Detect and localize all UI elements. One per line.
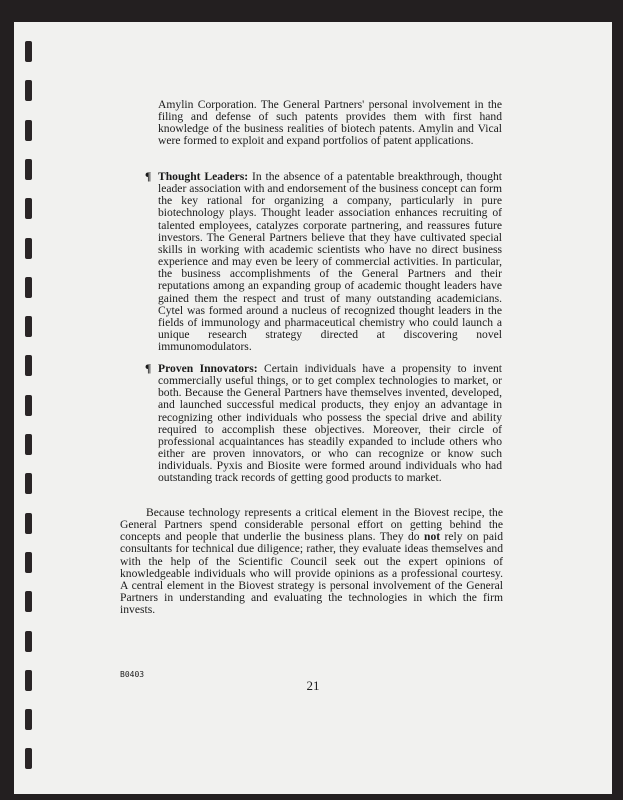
pilcrow-icon: ¶ bbox=[145, 170, 152, 183]
binding-hole bbox=[25, 159, 32, 180]
binding-hole bbox=[25, 316, 32, 337]
binding-hole bbox=[25, 513, 32, 534]
bullet-thought-leaders bbox=[145, 171, 502, 353]
binding-hole bbox=[25, 277, 32, 298]
bullet-proven-innovators bbox=[145, 363, 502, 485]
bullet-heading: Thought Leaders: bbox=[158, 170, 249, 183]
page-number: 21 bbox=[306, 678, 320, 693]
binding-hole bbox=[25, 631, 32, 652]
binding-hole bbox=[25, 355, 32, 376]
document-code: B0403 bbox=[120, 670, 145, 679]
emphasis-text: not bbox=[424, 530, 441, 544]
binding-hole bbox=[25, 552, 32, 573]
bullet-heading: Proven Innovators: bbox=[158, 362, 258, 375]
closing-paragraph bbox=[120, 507, 503, 616]
binding-hole bbox=[25, 748, 32, 769]
intro-paragraph: Amylin Corporation. The General Partners' personal involvement in the filing and defense of such patents provides them with first hand knowledge of the business realities of biotech patents. Amylin and Vical were formed to exploit and expand portfolios of patent applications. bbox=[158, 98, 502, 148]
binding-hole bbox=[25, 41, 32, 62]
binding-hole bbox=[25, 473, 32, 494]
document-page bbox=[14, 22, 612, 794]
pilcrow-icon: ¶ bbox=[145, 362, 152, 375]
binding-hole bbox=[25, 198, 32, 219]
binding-hole bbox=[25, 591, 32, 612]
closing-text: rely on paid consultants for technical due diligence; rather, they evaluate ideas themselves and with the help of the Scientific Council seek out the expert opinions of knowledgeable individuals who will provide opinions as a professional courtesy. A central element in the Biovest strategy is personal involvement of the General Partners in understanding and evaluating the technologies in which the firm invests. bbox=[120, 530, 504, 617]
binding-hole bbox=[25, 80, 32, 101]
bullet-text: In the absence of a patentable breakthrough, thought leader association with and endorsement of the business concept can form the key rational for organizing a company, particularly in pure biotechnology plays. Thought leader association enhances recruiting of talented employees, catalyzes corporate partnering, and reassures future investors. The General Partners believe that they have cultivated special skills in working with academic scientists who have no direct business experience and may even be leery of commercial activities. In particular, the business accomplishments of the General Partners and their reputations among an expanding group of academic thought leaders have gained them the respect and trust of many outstanding academicians. Cytel was formed around a nucleus of recognized thought leaders in the fields of immunology and pharmaceutical chemistry who could launch a unique research strategy directed at discovering novel immunomodulators. bbox=[158, 170, 503, 354]
binding-hole bbox=[25, 434, 32, 455]
binding-hole bbox=[25, 709, 32, 730]
closing-text: Because technology represents a critical element in the Biovest recipe, the General Partners spend considerable personal effort on getting behind the concepts and people that underlie the business plans. They do bbox=[120, 506, 503, 544]
binding-hole bbox=[25, 238, 32, 259]
bullet-text: Certain individuals have a propensity to invent commercially useful things, or to get complex technologies to market, or both. Because the General Partners have themselves invented, developed, and launched successful medical products, they enjoy an advantage in recognizing other individuals who possess the special drive and ability required to accomplish these objectives. Moreover, their circle of professional acquaintances has steadily expanded to include others who either are proven innovators, or who can recognize or know such individuals. Pyxis and Biosite were formed around individuals who had outstanding track records of getting good products to market. bbox=[158, 362, 502, 485]
binding-hole bbox=[25, 395, 32, 416]
binding-hole bbox=[25, 120, 32, 141]
